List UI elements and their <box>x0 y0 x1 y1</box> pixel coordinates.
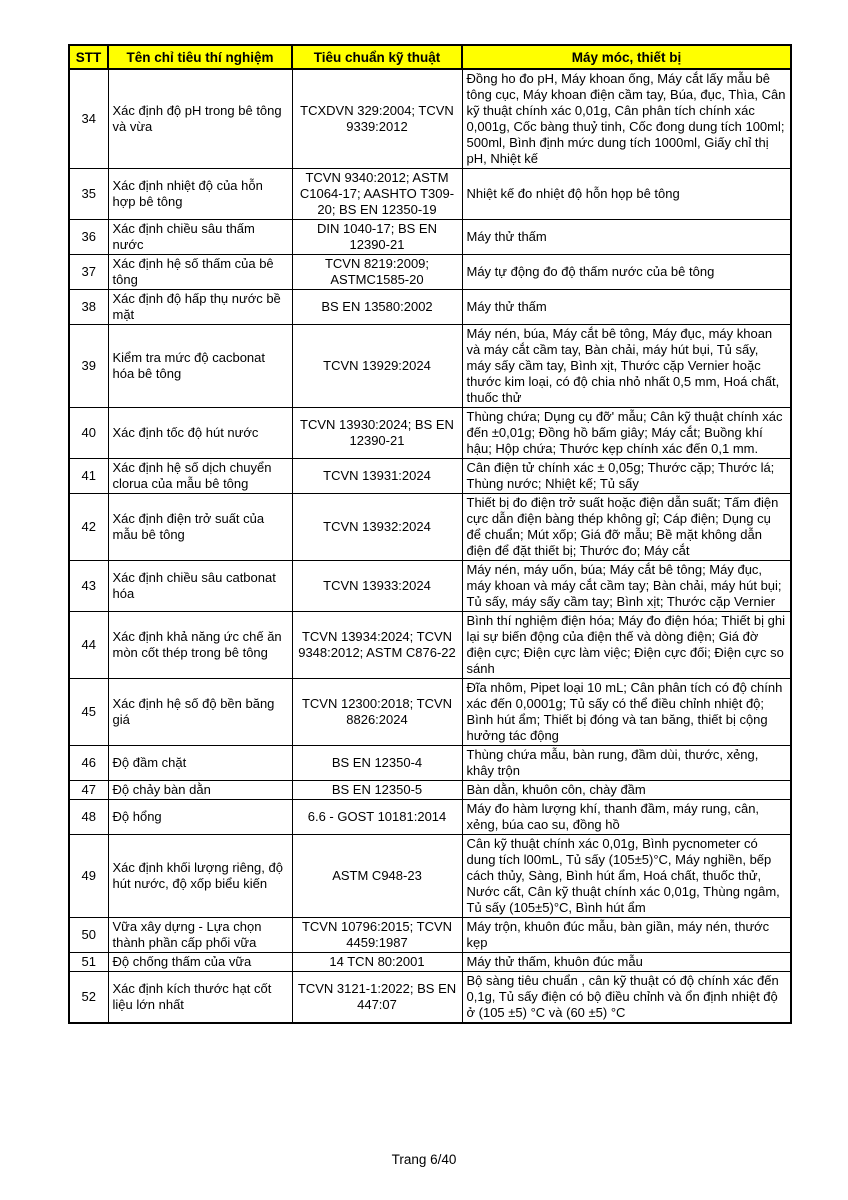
table-row <box>69 953 791 972</box>
cell-stt: 42 <box>69 494 108 561</box>
table-row <box>69 918 791 953</box>
table-row <box>69 290 791 325</box>
cell-standard: TCVN 13933:2024 <box>292 561 462 612</box>
cell-standard: TCVN 13934:2024; TCVN 9348:2012; ASTM C876-22 <box>292 612 462 679</box>
cell-equipment: Nhiệt kế đo nhiệt độ hỗn họp bê tông <box>462 169 791 220</box>
cell-equipment: Máy nén, máy uốn, búa; Máy cắt bê tông; Máy đục, máy khoan và máy cắt cầm tay; Bàn chải, máy hút bụi; Tủ sấy, máy sấy cầm tay; Bình xịt; Thước cặp Vernier <box>462 561 791 612</box>
cell-equipment: Máy thử thấm, khuôn đúc mẫu <box>462 953 791 972</box>
cell-test-name: Xác định khối lượng riêng, độ hút nước, độ xốp biểu kiến <box>108 835 292 918</box>
cell-test-name: Xác định độ pH trong bê tông và vừa <box>108 69 292 169</box>
cell-equipment: Máy trộn, khuôn đúc mẫu, bàn giần, máy nén, thước kẹp <box>462 918 791 953</box>
cell-standard: 14 TCN 80:2001 <box>292 953 462 972</box>
cell-equipment: Máy nén, búa, Máy cắt bê tông, Máy đục, máy khoan và máy cắt cầm tay, Bàn chải, máy hút bụi, Tủ sấy, máy sấy cầm tay, Bình xịt, Thước cặp Vernier hoặc thước kim loại, có độ chia nhỏ nhất 0,5 mm, Hoá chất, thuốc thử <box>462 325 791 408</box>
table-row <box>69 325 791 408</box>
cell-test-name: Kiểm tra mức độ cacbonat hóa bê tông <box>108 325 292 408</box>
cell-stt: 51 <box>69 953 108 972</box>
cell-test-name: Vữa xây dựng - Lựa chọn thành phần cấp phối vữa <box>108 918 292 953</box>
cell-stt: 39 <box>69 325 108 408</box>
table-row <box>69 800 791 835</box>
cell-standard: TCVN 9340:2012; ASTM C1064-17; AASHTO T309-20; BS EN 12350-19 <box>292 169 462 220</box>
cell-test-name: Xác định hệ số thấm của bê tông <box>108 255 292 290</box>
cell-equipment: Bình thí nghiệm điện hóa; Máy đo điện hóa; Thiết bị ghi lại sự biến động của điện thế và dòng điện; Giá đờ điện cực; Điện cực làm việc; Điện cực đối; Điện cực so sánh <box>462 612 791 679</box>
cell-equipment: Máy thử thấm <box>462 290 791 325</box>
cell-test-name: Xác định độ hấp thụ nước bề mặt <box>108 290 292 325</box>
cell-test-name: Độ đầm chặt <box>108 746 292 781</box>
cell-equipment: Cân kỹ thuật chính xác 0,01g, Bình pycnometer có dung tích l00mL, Tủ sấy (105±5)°C, Máy nghiền, bếp cách thủy, Sàng, Bình hút ẩm, Hoá chất, thuốc thử, Nước cất, Cân kỹ thuật chính xác 0,01g, Thùng ngâm, Tủ sấy (105±5)°C, Bình hút ẩm <box>462 835 791 918</box>
cell-test-name: Xác định chiều sâu catbonat hóa <box>108 561 292 612</box>
cell-stt: 45 <box>69 679 108 746</box>
table-row <box>69 459 791 494</box>
cell-stt: 46 <box>69 746 108 781</box>
cell-standard: BS EN 12350-5 <box>292 781 462 800</box>
table-row <box>69 612 791 679</box>
cell-standard: TCVN 12300:2018; TCVN 8826:2024 <box>292 679 462 746</box>
cell-equipment: Máy đo hàm lượng khí, thanh đầm, máy rung, cân, xẻng, búa cao su, đồng hồ <box>462 800 791 835</box>
cell-equipment: Thùng chứa; Dụng cụ đỡ' mẫu; Cân kỹ thuật chính xác đến ±0,01g; Đồng hồ bấm giây; Máy cắt; Buồng khí hậu; Hộp chứa; Thước kẹp chính xác đến 0,1 mm. <box>462 408 791 459</box>
cell-equipment: Đồng ho đo pH, Máy khoan ống, Máy cắt lấy mẫu bê tông cục, Máy khoan điện cầm tay, Búa, đục, Thìa, Cân kỹ thuật chính xác 0,01g, Cân phân tích chính xác 0,001g, Cốc bàng thuỷ tinh, Cốc đong dung tích 100ml; 500ml, Bình định mức dung tích 1000ml, Giấy chỉ thị pH, Nhiệt kế <box>462 69 791 169</box>
cell-test-name: Độ chảy bàn dằn <box>108 781 292 800</box>
cell-standard: TCVN 13930:2024; BS EN 12390-21 <box>292 408 462 459</box>
cell-stt: 41 <box>69 459 108 494</box>
table-row <box>69 494 791 561</box>
cell-equipment: Bàn dằn, khuôn côn, chày đầm <box>462 781 791 800</box>
cell-stt: 35 <box>69 169 108 220</box>
cell-stt: 38 <box>69 290 108 325</box>
cell-standard: TCXDVN 329:2004; TCVN 9339:2012 <box>292 69 462 169</box>
cell-test-name: Độ hổng <box>108 800 292 835</box>
table-header-row <box>69 45 791 69</box>
cell-stt: 37 <box>69 255 108 290</box>
cell-test-name: Xác định điện trở suất của mẫu bê tông <box>108 494 292 561</box>
cell-stt: 34 <box>69 69 108 169</box>
table-row <box>69 679 791 746</box>
table-row <box>69 972 791 1024</box>
cell-test-name: Độ chống thấm của vữa <box>108 953 292 972</box>
table-row <box>69 781 791 800</box>
cell-standard: TCVN 13929:2024 <box>292 325 462 408</box>
table-row <box>69 69 791 169</box>
cell-standard: TCVN 13932:2024 <box>292 494 462 561</box>
table-body <box>69 69 791 1023</box>
table-row <box>69 561 791 612</box>
table-row <box>69 746 791 781</box>
cell-equipment: Bộ sàng tiêu chuẩn , cân kỹ thuật có độ chính xác đến 0,1g, Tủ sấy điện có bộ điều chỉnh và ổn định nhiệt độ ở (105 ±5) °C và (60 ±5) °C <box>462 972 791 1024</box>
cell-standard: BS EN 12350-4 <box>292 746 462 781</box>
cell-standard: ASTM C948-23 <box>292 835 462 918</box>
header-standard: Tiêu chuẩn kỹ thuật <box>292 45 462 69</box>
cell-test-name: Xác định kích thước hạt cốt liệu lớn nhất <box>108 972 292 1024</box>
cell-equipment: Máy tự động đo độ thấm nước của bê tông <box>462 255 791 290</box>
cell-stt: 48 <box>69 800 108 835</box>
header-stt: STT <box>69 45 108 69</box>
cell-stt: 52 <box>69 972 108 1024</box>
cell-equipment: Thiết bị đo điện trở suất hoặc điện dẫn suất; Tấm điện cực dẫn điện bàng thép không gỉ; Cáp điện; Dụng cụ để chuẩn; Mút xốp; Giá đỡ mẫu; Bề mặt không dẫn điện để đặt thiết bị; Thước đo; Máy cắt <box>462 494 791 561</box>
cell-standard: DIN 1040-17; BS EN 12390-21 <box>292 220 462 255</box>
header-test-name: Tên chỉ tiêu thí nghiệm <box>108 45 292 69</box>
cell-test-name: Xác định hệ số dịch chuyển clorua của mẫu bê tông <box>108 459 292 494</box>
cell-equipment: Cân điện tử chính xác ± 0,05g; Thước cặp; Thước lá; Thùng nước; Nhiệt kế; Tủ sấy <box>462 459 791 494</box>
cell-stt: 49 <box>69 835 108 918</box>
cell-test-name: Xác định tốc độ hút nước <box>108 408 292 459</box>
test-criteria-table-wrap <box>68 44 792 1024</box>
test-criteria-table <box>68 44 792 1024</box>
cell-standard: BS EN 13580:2002 <box>292 290 462 325</box>
page-number: Trang 6/40 <box>391 1152 457 1167</box>
table-row <box>69 220 791 255</box>
cell-test-name: Xác định nhiệt độ của hỗn hợp bê tông <box>108 169 292 220</box>
cell-test-name: Xác định hệ số độ bền băng giá <box>108 679 292 746</box>
cell-test-name: Xác định chiều sâu thấm nước <box>108 220 292 255</box>
table-row <box>69 835 791 918</box>
cell-stt: 40 <box>69 408 108 459</box>
cell-standard: TCVN 10796:2015; TCVN 4459:1987 <box>292 918 462 953</box>
table-row <box>69 408 791 459</box>
cell-standard: TCVN 3121-1:2022; BS EN 447:07 <box>292 972 462 1024</box>
cell-stt: 47 <box>69 781 108 800</box>
cell-equipment: Máy thử thấm <box>462 220 791 255</box>
cell-test-name: Xác định khả năng ức chế ăn mòn cốt thép trong bê tông <box>108 612 292 679</box>
cell-stt: 36 <box>69 220 108 255</box>
table-row <box>69 169 791 220</box>
cell-standard: 6.6 - GOST 10181:2014 <box>292 800 462 835</box>
cell-stt: 50 <box>69 918 108 953</box>
cell-standard: TCVN 8219:2009; ASTMC1585-20 <box>292 255 462 290</box>
header-equipment: Máy móc, thiết bị <box>462 45 791 69</box>
cell-equipment: Thùng chứa mẫu, bàn rung, đầm dùi, thước, xẻng, khây trộn <box>462 746 791 781</box>
cell-stt: 43 <box>69 561 108 612</box>
cell-equipment: Đĩa nhôm, Pipet loại 10 mL; Cân phân tích có độ chính xác đến 0,0001g; Tủ sấy có thể điều chỉnh nhiệt độ; Bình hút ẩm; Thiết bị đóng và tan băng, thiết bị cộng hưởng tác động <box>462 679 791 746</box>
table-row <box>69 255 791 290</box>
cell-stt: 44 <box>69 612 108 679</box>
cell-standard: TCVN 13931:2024 <box>292 459 462 494</box>
